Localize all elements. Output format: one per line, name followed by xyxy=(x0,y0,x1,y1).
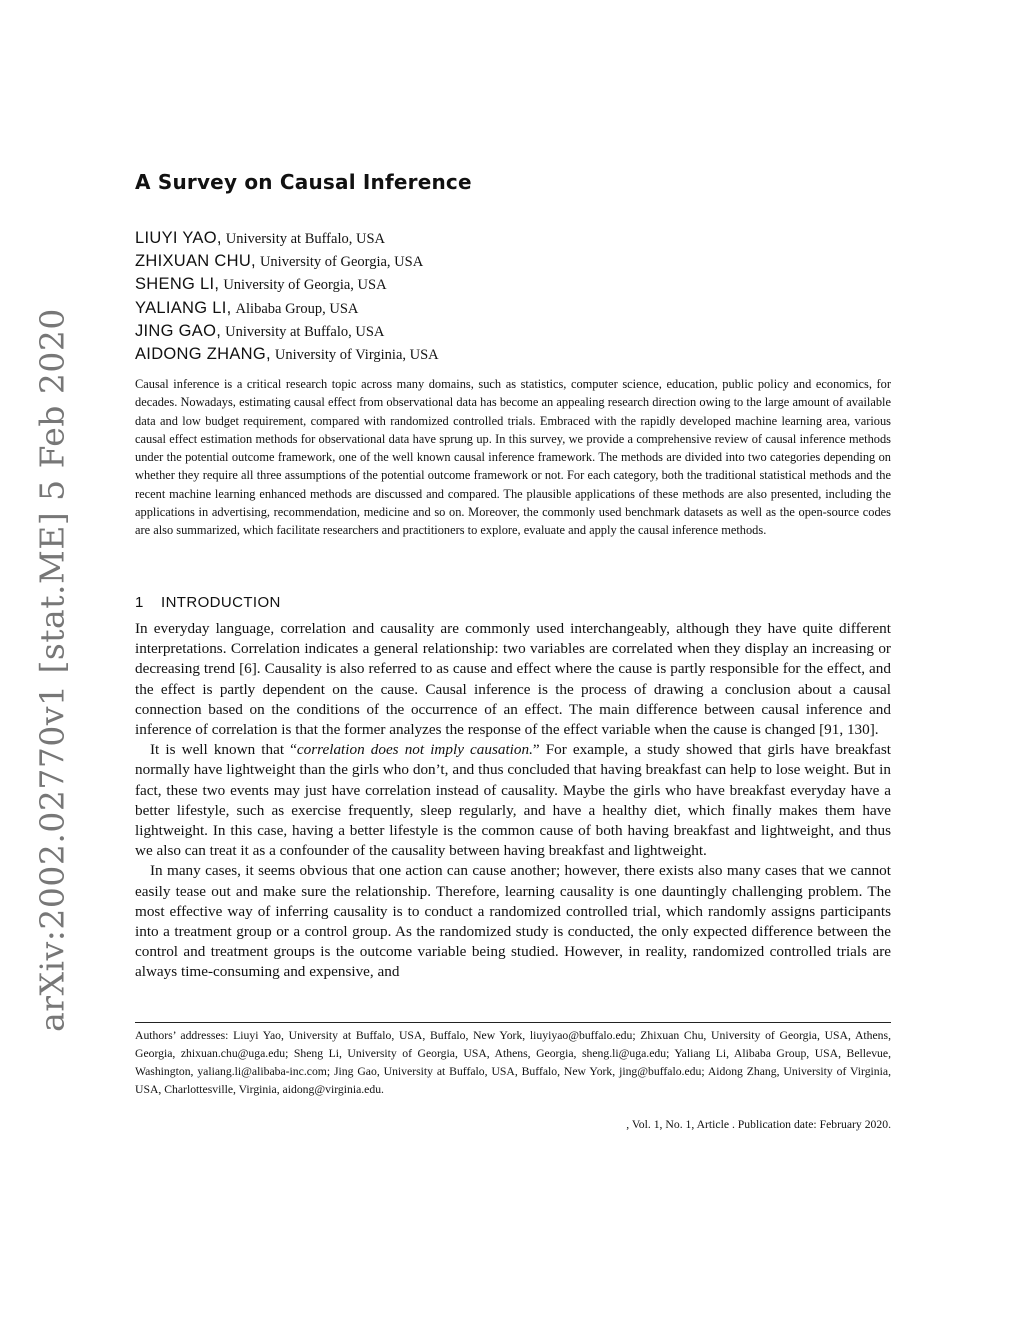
arxiv-stamp-text: arXiv:2002.02770v1 [stat.ME] 5 Feb 2020 xyxy=(32,308,72,1032)
author-affiliation: University at Buffalo, USA xyxy=(225,323,385,340)
author-name: AIDONG ZHANG, xyxy=(135,344,271,363)
author-name: ZHIXUAN CHU, xyxy=(135,252,256,271)
paper-title: A Survey on Causal Inference xyxy=(135,170,472,194)
paragraph-text: It is well known that “ xyxy=(150,741,297,759)
abstract: Causal inference is a critical research topic across many domains, such as statistics, computer science, education, public policy and economics, for decades. Nowadays, estimating causal effect from observational data has become an appealing research direction owing to the large amount of available data and low budget requirement, compared with randomized controlled trials. Embraced with the rapidly developed machine learning area, various causal effect estimation methods for observational data have sprung up. In this survey, we provide a comprehensive review of causal inference methods under the potential outcome framework, one of the well known causal inference framework. The methods are divided into two categories depending on whether they require all three assumptions of the potential outcome framework or not. For each category, both the traditional statistical methods and the recent machine learning enhanced methods are discussed and compared. The plausible applications of these methods are also presented, including the applications in advertising, recommendation, medicine and so on. Moreover, the commonly used benchmark datasets as well as the open-source codes are also summarized, which facilitate researchers and practitioners to explore, evaluate and apply the causal inference methods. xyxy=(135,377,891,538)
author-affiliation: Alibaba Group, USA xyxy=(235,300,359,317)
section-heading xyxy=(135,594,891,611)
emphasized-quote: correlation does not imply causation. xyxy=(296,741,533,759)
authors-addresses-footnote: Authors’ addresses: Liuyi Yao, University at Buffalo, USA, Buffalo, New York, liuyiyao@buffalo.edu; Zhixuan Chu, University of Georgia, USA, Athens, Georgia, zhixuan.chu@uga.edu; Sheng Li, University of Georgia, USA, Athens, Georgia, sheng.li@uga.edu; Yaliang Li, Alibaba Group, USA, Bellevue, Washington, yaliang.li@alibaba-inc.com; Jing Gao, University at Buffalo, USA, Buffalo, New York, jing@buffalo.edu; Aidong Zhang, University of Virginia, USA, Charlottesville, Virginia, aidong@virginia.edu. xyxy=(135,1029,891,1096)
author-name: LIUYI YAO, xyxy=(135,229,222,247)
body-paragraph-2 xyxy=(135,740,891,861)
author-entry xyxy=(135,227,891,250)
author-name: JING GAO, xyxy=(135,321,222,340)
author-entry xyxy=(135,297,891,320)
author-affiliation: University of Georgia, USA xyxy=(259,254,424,271)
paragraph-text: ” For example, a study showed that girls have breakfast normally have lightweight than the girls who don’t, and thus concluded that having breakfast can help to lose weight. But in fact, these two events may just have correlation instead of causality. Maybe the girls who have breakfast everyday have a better lifestyle, such as exercise frequently, sleep regularly, and have a healthy diet, which finally makes them have lightweight. In this case, having a better lifestyle is the common cause of both having breakfast and lightweight, and thus we also can treat it as a confounder of the causality between having breakfast and lightweight. xyxy=(135,741,891,860)
author-name: SHENG LI, xyxy=(135,275,220,294)
publication-info: , Vol. 1, No. 1, Article . Publication date: February 2020. xyxy=(626,1118,891,1131)
author-entry xyxy=(135,250,891,273)
author-affiliation: University at Buffalo, USA xyxy=(225,231,385,247)
author-entry xyxy=(135,320,891,343)
body-paragraph-1: In everyday language, correlation and causality are commonly used interchangeably, although they have quite different interpretations. Correlation indicates a general relationship: two variables are correlated when they display an increasing or decreasing trend [6]. Causality is also referred to as cause and effect where the cause is partly responsible for the effect, and the effect is partly dependent on the cause. Causal inference is the process of drawing a conclusion about a causal connection based on the conditions of the occurrence of an effect. The main difference between causal inference and inference of correlation is that the former analyzes the response of the effect variable when the cause is changed [91, 130]. xyxy=(135,620,891,739)
author-name: YALIANG LI, xyxy=(135,298,232,317)
author-list xyxy=(135,227,891,366)
footnote-divider xyxy=(135,1022,891,1023)
author-affiliation: University of Virginia, USA xyxy=(274,346,439,363)
author-affiliation: University of Georgia, USA xyxy=(223,277,387,294)
body-paragraph-3: In many cases, it seems obvious that one action can cause another; however, there exists also many cases that we cannot easily tease out and make sure the relationship. Therefore, learning causality is one dauntingly challenging problem. The most effective way of inferring causality is to conduct a randomized controlled trial, which randomly assigns participants into a treatment group or a control group. As the randomized study is conducted, the only expected difference between the control and treatment groups is the outcome variable being studied. However, in reality, randomized controlled trials are always time-consuming and expensive, and xyxy=(135,862,891,981)
introduction-body xyxy=(135,619,891,983)
section-title: INTRODUCTION xyxy=(161,594,281,611)
section-number: 1 xyxy=(135,594,144,611)
author-entry xyxy=(135,273,891,296)
arxiv-stamp xyxy=(16,308,88,1032)
author-entry xyxy=(135,343,891,366)
